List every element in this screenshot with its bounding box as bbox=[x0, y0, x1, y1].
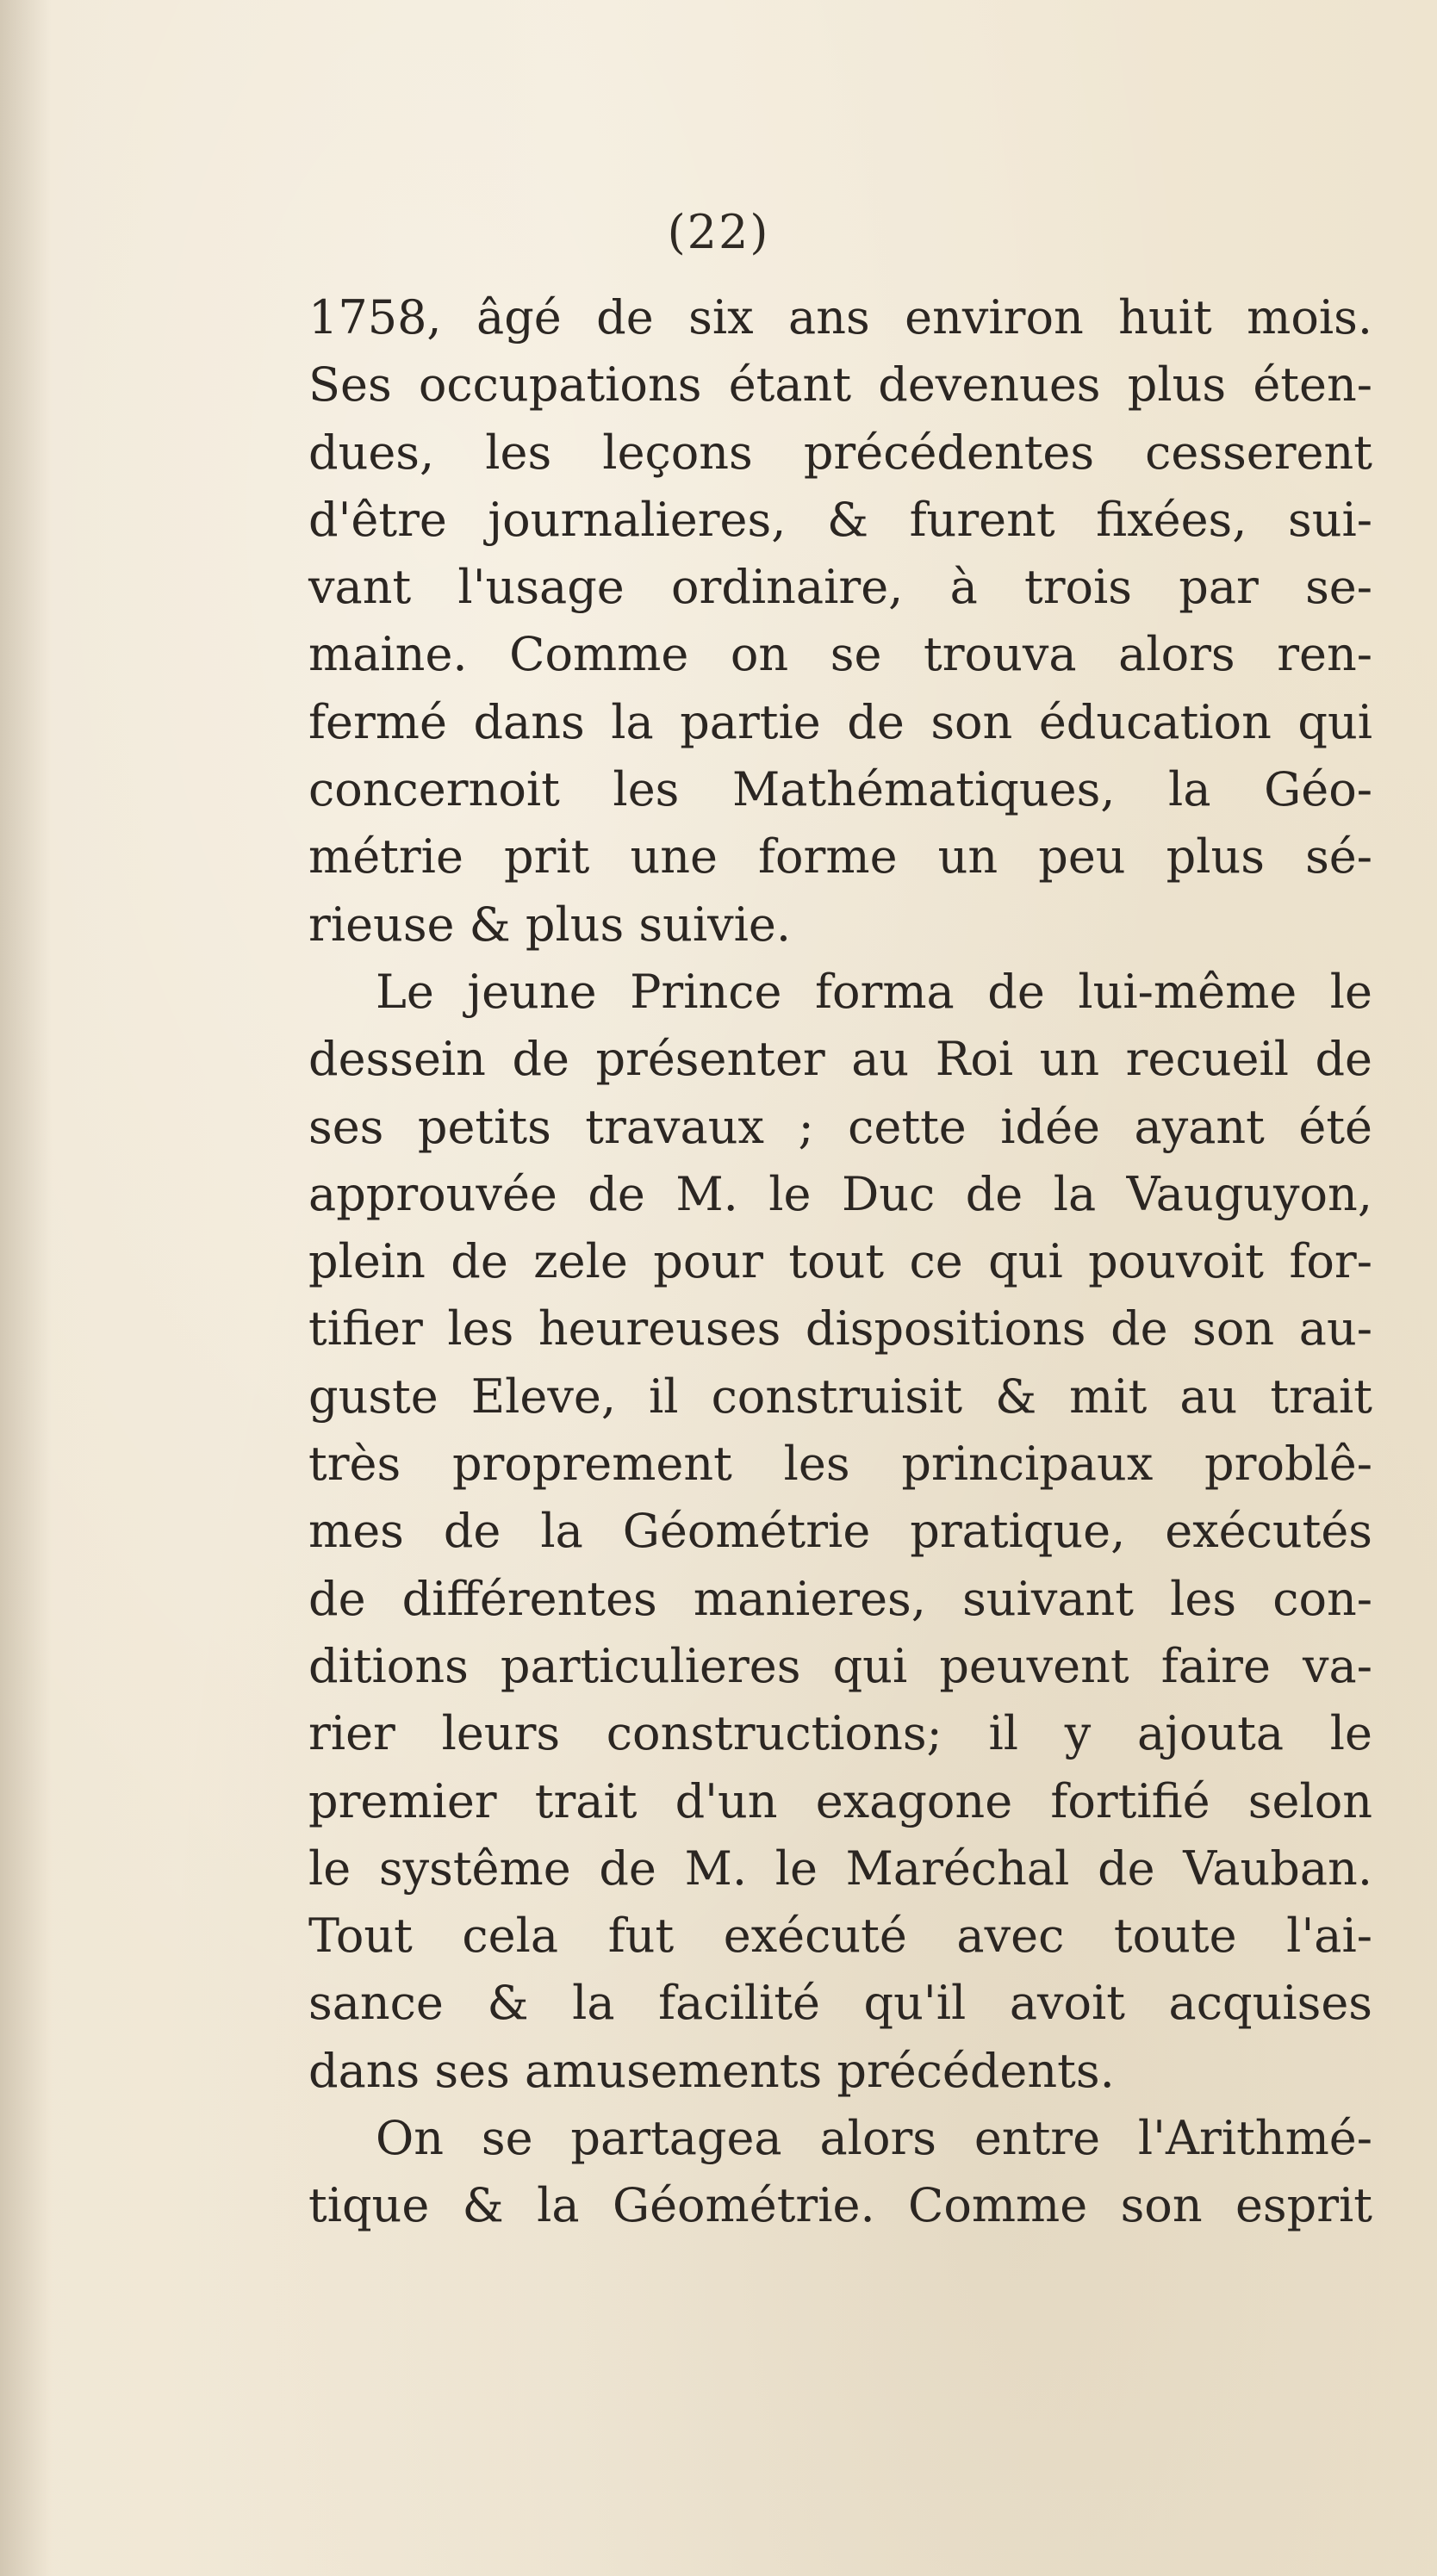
text-line: vant l'usage ordinaire, à trois par se- bbox=[308, 560, 1372, 615]
text-line: 1758, âgé de six ans environ huit mois. bbox=[308, 290, 1372, 345]
text-line: d'être journalieres, & furent fixées, sui- bbox=[308, 492, 1372, 547]
text-line: maine. Comme on se trouva alors ren- bbox=[308, 627, 1372, 682]
text-line: sance & la facilité qu'il avoit acquises bbox=[308, 1976, 1372, 2031]
text-line: très proprement les principaux problê- bbox=[308, 1437, 1372, 1492]
text-line: concernoit les Mathématiques, la Géo- bbox=[308, 762, 1372, 817]
text-line: plein de zele pour tout ce qui pouvoit for- bbox=[308, 1234, 1372, 1289]
text-line: Le jeune Prince forma de lui-même le bbox=[376, 964, 1372, 1019]
text-line: guste Eleve, il construisit & mit au trait bbox=[308, 1369, 1372, 1424]
text-line: premier trait d'un exagone fortifié selon bbox=[308, 1773, 1372, 1828]
text-line: approuvée de M. le Duc de la Vauguyon, bbox=[308, 1166, 1372, 1221]
text-line: rier leurs constructions; il y ajouta le bbox=[308, 1706, 1372, 1761]
text-line: dans ses amusements précédents. bbox=[308, 2043, 1115, 2098]
page-number: (22) bbox=[667, 205, 770, 259]
text-line: On se partagea alors entre l'Arithmé- bbox=[376, 2111, 1372, 2166]
spine-shadow bbox=[0, 0, 52, 2576]
text-line: tique & la Géométrie. Comme son esprit bbox=[308, 2178, 1372, 2233]
text-line: dues, les leçons précédentes cesserent bbox=[308, 425, 1372, 480]
text-line: le systême de M. le Maréchal de Vauban. bbox=[308, 1840, 1372, 1896]
text-line: mes de la Géométrie pratique, exécutés bbox=[308, 1504, 1372, 1559]
text-line: Ses occupations étant devenues plus éten- bbox=[308, 357, 1372, 413]
text-line: dessein de présenter au Roi un recueil de bbox=[308, 1032, 1372, 1087]
text-line: métrie prit une forme un peu plus sé- bbox=[308, 829, 1372, 885]
text-line: de différentes manieres, suivant les con- bbox=[308, 1571, 1372, 1626]
body-text bbox=[308, 284, 1372, 2240]
text-line: rieuse & plus suivie. bbox=[308, 897, 792, 952]
text-line: ditions particulieres qui peuvent faire va- bbox=[308, 1638, 1372, 1693]
text-line: tifier les heureuses dispositions de son au- bbox=[308, 1301, 1372, 1356]
text-line: fermé dans la partie de son éducation qui bbox=[308, 694, 1372, 749]
text-line: Tout cela fut exécuté avec toute l'ai- bbox=[308, 1909, 1372, 1964]
text-line: ses petits travaux ; cette idée ayant été bbox=[308, 1099, 1372, 1154]
